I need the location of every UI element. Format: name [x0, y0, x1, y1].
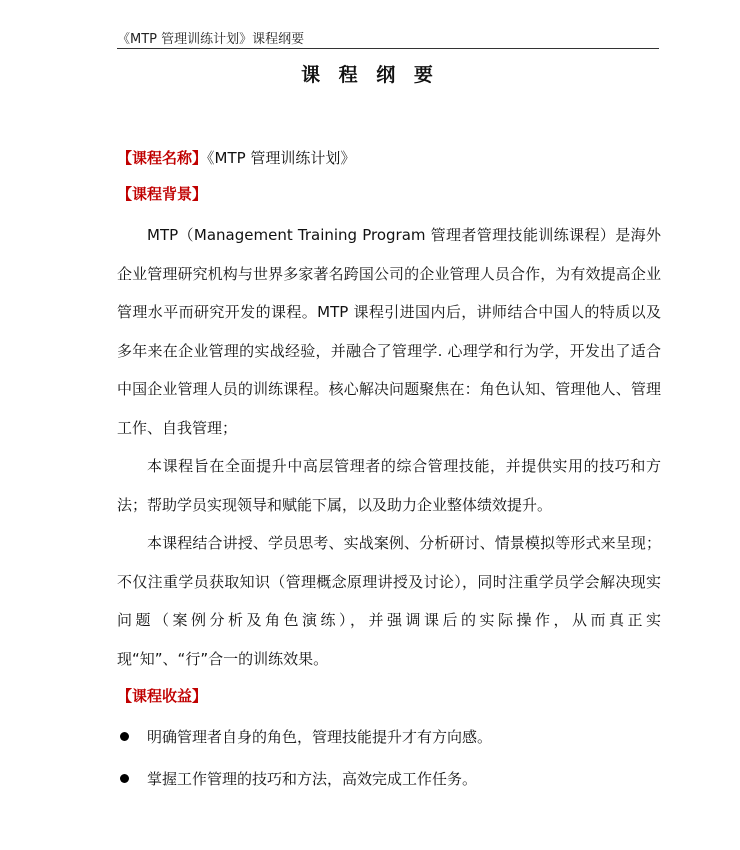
background-paragraph-2: 本课程旨在全面提升中高层管理者的综合管理技能，并提供实用的技巧和方法；帮助学员实现领导和赋能下属，以及助力企业整体绩效提升。 [117, 457, 661, 514]
list-item [117, 716, 661, 758]
benefit-text: 明确管理者自身的角色，管理技能提升才有方向感。 [147, 728, 493, 746]
document-body [117, 142, 661, 800]
course-name-value: 《MTP 管理训练计划》 [207, 149, 356, 167]
background-paragraph-1: MTP（Management Training Program 管理者管理技能训练课程）是海外企业管理研究机构与世界多家著名跨国公司的企业管理人员合作，为有效提高企业管理水平而研究开发的课程。MTP 课程引进国内后，讲师结合中国人的特质以及多年来在企业管理的实战经验，并融合了管理学. 心理学和行为学，开发出了适合中国企业管理人员的训练课程。核心解决问题聚焦在：角色认知、管理他人、管理工作、自我管理； [117, 226, 661, 437]
course-background-heading: 【课程背景】 [117, 185, 208, 203]
course-name-line [117, 142, 661, 174]
document-title: 课 程 纲 要 [301, 64, 439, 86]
bullet-icon [120, 732, 129, 741]
list-item [117, 758, 661, 800]
benefits-list [117, 716, 661, 800]
running-title: 《MTP 管理训练计划》课程纲要 [117, 32, 305, 47]
course-name-label: 【课程名称】 [117, 149, 208, 167]
course-benefits-heading: 【课程收益】 [117, 687, 208, 705]
bullet-icon [120, 774, 129, 783]
benefit-text: 掌握工作管理的技巧和方法，高效完成工作任务。 [147, 770, 478, 788]
header-divider [117, 48, 659, 49]
background-paragraph-3: 本课程结合讲授、学员思考、实战案例、分析研讨、情景模拟等形式来呈现；不仅注重学员获取知识（管理概念原理讲授及讨论），同时注重学员学会解决现实问题（案例分析及角色演练），并强调课后的实际操作，从而真正实现“知”、“行”合一的训练效果。 [117, 534, 661, 668]
